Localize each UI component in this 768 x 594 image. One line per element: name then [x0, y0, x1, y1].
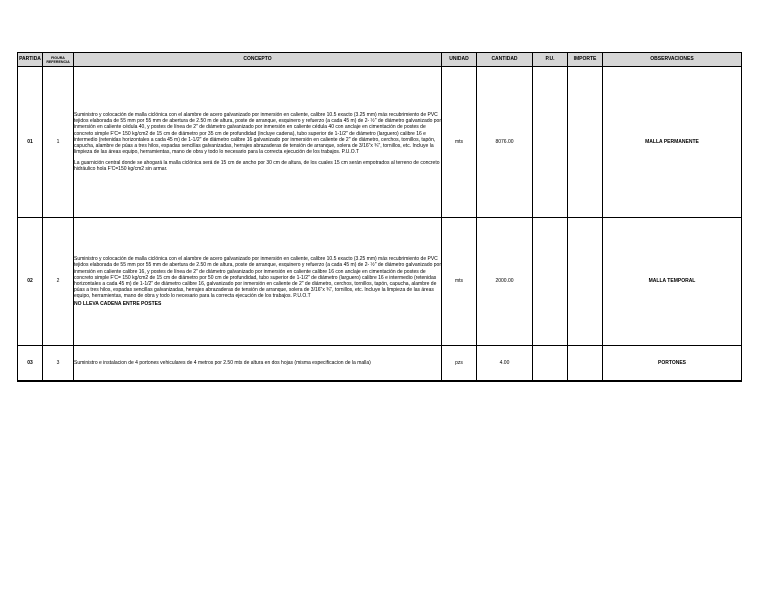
cell-observaciones: MALLA TEMPORAL: [603, 218, 742, 346]
cell-partida: 02: [18, 218, 43, 346]
header-figura: [43, 53, 74, 67]
header-importe: IMPORTE: [568, 53, 603, 67]
cell-figura: 1: [43, 67, 74, 218]
table-row: [18, 346, 742, 382]
cell-unidad: mts: [442, 67, 477, 218]
cell-unidad: mts: [442, 218, 477, 346]
cell-importe: [568, 67, 603, 218]
cell-unidad: pzs: [442, 346, 477, 382]
cell-observaciones: MALLA PERMANENTE: [603, 67, 742, 218]
cell-importe: [568, 218, 603, 346]
concepto-note: La guarnición central donde se ahogará la malla ciclónica será de 15 cm de ancho por 30 cm de altura, de los cuales 15 cm serán empotrados al terreno de concreto hidráulico hola F'C=150 kg/cm2 sin armar.: [74, 159, 440, 172]
cell-cantidad: 4.00: [477, 346, 533, 382]
header-unidad: UNIDAD: [442, 53, 477, 67]
header-observaciones: OBSERVACIONES: [603, 53, 742, 67]
cell-importe: [568, 346, 603, 382]
table-row: [18, 218, 742, 346]
cell-pu: [533, 346, 568, 382]
budget-table: [17, 52, 742, 382]
concepto-text: Suministro e instalacion de 4 portones vehiculares de 4 metros por 2.50 mts de altura en dos hojas (misma especificacion de la malla): [74, 359, 371, 366]
cell-pu: [533, 67, 568, 218]
table-row: [18, 67, 742, 218]
header-concepto: CONCEPTO: [74, 53, 442, 67]
cell-concepto: [74, 67, 442, 218]
cell-concepto: [74, 346, 442, 382]
header-figura-line1: FIGURA: [51, 55, 65, 60]
cell-partida: 01: [18, 67, 43, 218]
cell-figura: 3: [43, 346, 74, 382]
header-partida: PARTIDA: [18, 53, 43, 67]
cell-observaciones: PORTONES: [603, 346, 742, 382]
cell-partida: 03: [18, 346, 43, 382]
concepto-text: Suministro y colocación de malla ciclónica con el alambre de acero galvanizado por inmersión en caliente, calibre 10.5 exacto (3.25 mm) más recubrimiento de PVC tejidos elaborada de 55 mm por 55 mm de abertura de 2.50 m de altura, poste de arranque, esquinero y refuerzo (a cada 45 m) de 2- ½" de diámetro galvanizado por inmersión en caliente calibre 16, y postes de línea de 2" de diámetro galvanizado por inmersión en caliente calibre 16 con anclaje en cimentación de postes de concreto simple F'C= 150 kg/cm2 de 15 cm de diámetro por 50 cm de profundidad, tubo superior de 1-1/2" de diámetro (larguero) calibre 16 e intermedio (retenidas horizontales a cada 45 m) de 1-1/2" de diámetro calibre 16, galvanizado por inmersión en caliente de 2" de diámetro, cerchos, tornillos, tapón, capucha, alambre de púas a tres hilos, espadas sencillas galvanizadas, herrajes abrazaderas de tensión de arranque, solera de 3/16"x ¾", tornillos, etc. Incluye la limpieza de las áreas equipo, herramientas, mano de obra y todo lo necesario para la correcta ejecución de los trabajos. P.U.O.T: [74, 256, 441, 300]
cell-figura: 2: [43, 218, 74, 346]
cell-pu: [533, 218, 568, 346]
header-row: [18, 53, 742, 67]
concepto-text: Suministro y colocación de malla ciclónica con el alambre de acero galvanizado por inmersión en caliente, calibre 10.5 exacto (3.25 mm) más recubrimiento de PVC tejidos elaborada de 55 mm por 55 mm de abertura de 2.50 m de altura, poste de arranque, esquinero y refuerzo (a cada 45 m) de 2- ½" de diámetro galvanizado por inmersión en caliente cédula 40, y postes de línea de 2" de diámetro galvanizado por inmersión en caliente cédula 40 con anclaje en cimentación de postes de concreto simple F'C= 150 kg/cm2 de 15 cm de diámetro por 35 cm de profundidad (incluye cadena), tubo superior de 1-1/2" de diámetro (larguero) calibre 16 e intermedio (retenidas horizontales a cada 45 m) de 1-1/2" de diámetro calibre 16 galvanizado por inmersión en caliente de 2" de diámetro, cerchos, tornillos, tapón, capucha, alambre de púas a tres hilos, espadas sencillas galvanizadas, herrajes abrazaderas de tensión de arranque, solera de 3/16"x ¾", tornillos, etc. Incluye la limpieza de las áreas equipo, herramientas, mano de obra y todo lo necesario para la correcta ejecución de los trabajos. P.U.O.T: [74, 112, 441, 156]
concepto-note: NO LLEVA CADENA ENTRE POSTES: [74, 300, 162, 307]
cell-cantidad: 2000.00: [477, 218, 533, 346]
header-pu: P.U.: [533, 53, 568, 67]
cell-concepto: [74, 218, 442, 346]
header-cantidad: CANTIDAD: [477, 53, 533, 67]
header-figura-line2: REFERENCIA: [46, 59, 70, 64]
cell-cantidad: 8076.00: [477, 67, 533, 218]
